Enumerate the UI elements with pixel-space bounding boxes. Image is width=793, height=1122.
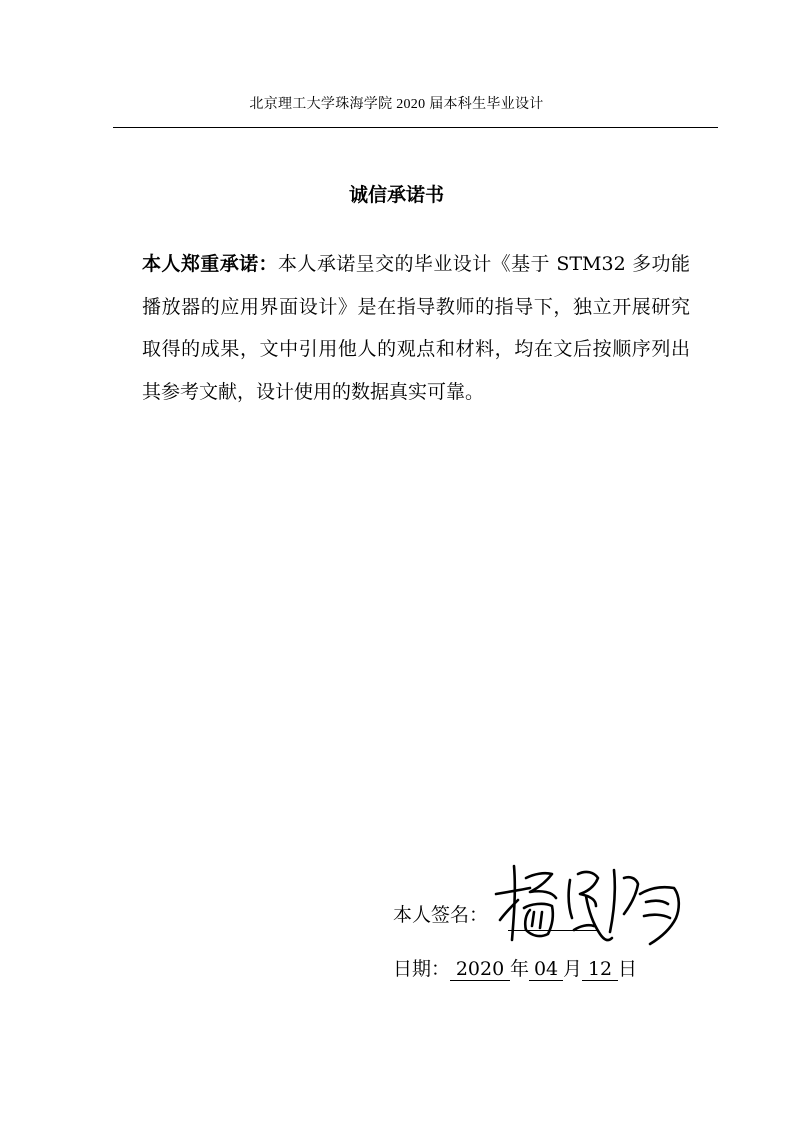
pledge-lead: 本人郑重承诺： (142, 253, 278, 275)
date-day: 12 (582, 958, 618, 981)
date-day-unit: 日 (618, 958, 638, 980)
pledge-paragraph (142, 243, 690, 413)
pledge-text: 本人承诺呈交的毕业设计《基于 STM32 多功能播放器的应用界面设计》是在指导教师的指导下，独立开展研究取得的成果，文中引用他人的观点和材料，均在文后按顺序列出其参考文献，设计使用的数据真实可靠。 (142, 253, 690, 403)
handwritten-signature (490, 860, 700, 950)
date-month: 04 (529, 958, 563, 981)
signature-label: 本人签名： (393, 904, 489, 926)
date-year-unit: 年 (510, 958, 530, 980)
date-label: 日期： (393, 958, 451, 980)
header-rule (113, 127, 718, 128)
date-year: 2020 (450, 958, 510, 981)
document-title: 诚信承诺书 (348, 184, 444, 206)
date-month-unit: 月 (563, 958, 583, 980)
date-row (393, 954, 637, 981)
page-header: 北京理工大学珠海学院 2020 届本科生毕业设计 (249, 97, 544, 112)
